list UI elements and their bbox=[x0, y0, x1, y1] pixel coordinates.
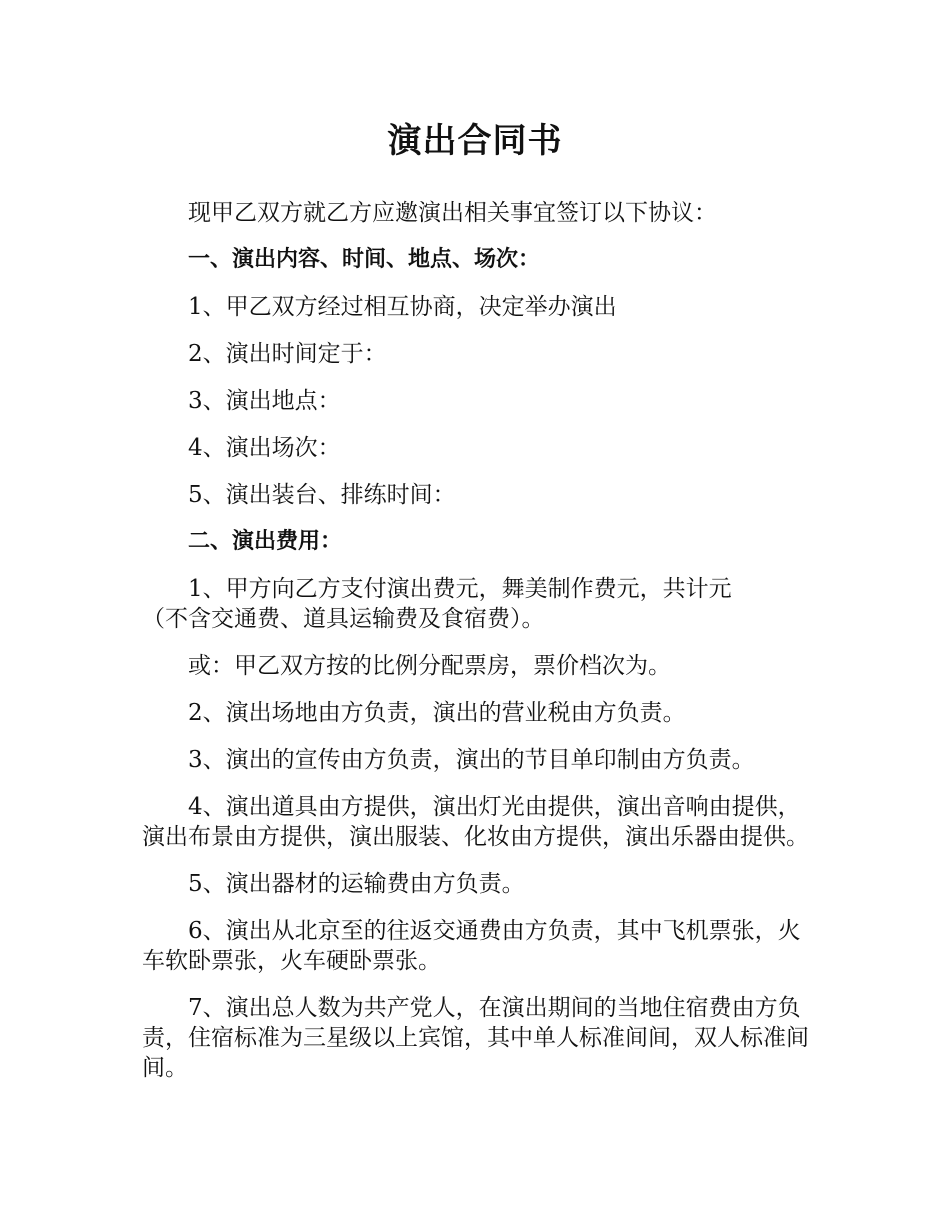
clause-2-4: 4、演出道具由方提供，演出灯光由提供，演出音响由提供，演出布景由方提供，演出服装、化妆由方提供，演出乐器由提供。 bbox=[142, 794, 809, 850]
clause-2-5: 5、演出器材的运输费由方负责。 bbox=[188, 871, 525, 897]
clause-1-4: 4、演出场次： bbox=[188, 435, 341, 461]
clause-1-2: 2、演出时间定于： bbox=[188, 341, 387, 367]
clause-2-3: 3、演出的宣传由方负责，演出的节目单印制由方负责。 bbox=[188, 747, 755, 773]
document-body bbox=[142, 198, 822, 1100]
clause-2-1-continued: （不含交通费、道具运输费及食宿费）。 bbox=[142, 606, 545, 632]
clause-2-1: 1、甲方向乙方支付演出费元，舞美制作费元，共计元 bbox=[188, 576, 732, 602]
intro-paragraph: 现甲乙双方就乙方应邀演出相关事宜签订以下协议： bbox=[188, 200, 717, 226]
clause-2-6: 6、演出从北京至的往返交通费由方负责，其中飞机票张，火车软卧票张，火车硬卧票张。 bbox=[142, 918, 801, 974]
document-title: 演出合同书 bbox=[387, 121, 563, 161]
section-heading-2: 二、演出费用： bbox=[188, 529, 343, 554]
clause-2-7: 7、演出总人数为共产党人，在演出期间的当地住宿费由方负责，住宿标准为三星级以上宾馆，其中单人标准间间，双人标准间间。 bbox=[142, 995, 809, 1081]
clause-1-3: 3、演出地点： bbox=[188, 388, 341, 414]
clause-2-2: 2、演出场地由方负责，演出的营业税由方负责。 bbox=[188, 700, 686, 726]
clause-1-5: 5、演出装台、排练时间： bbox=[188, 482, 456, 508]
clause-1-1: 1、甲乙双方经过相互协商，决定举办演出 bbox=[188, 294, 617, 320]
clause-2-1-alternative: 或：甲乙双方按的比例分配票房，票价档次为。 bbox=[188, 653, 671, 679]
section-heading-1: 一、演出内容、时间、地点、场次： bbox=[188, 247, 541, 272]
